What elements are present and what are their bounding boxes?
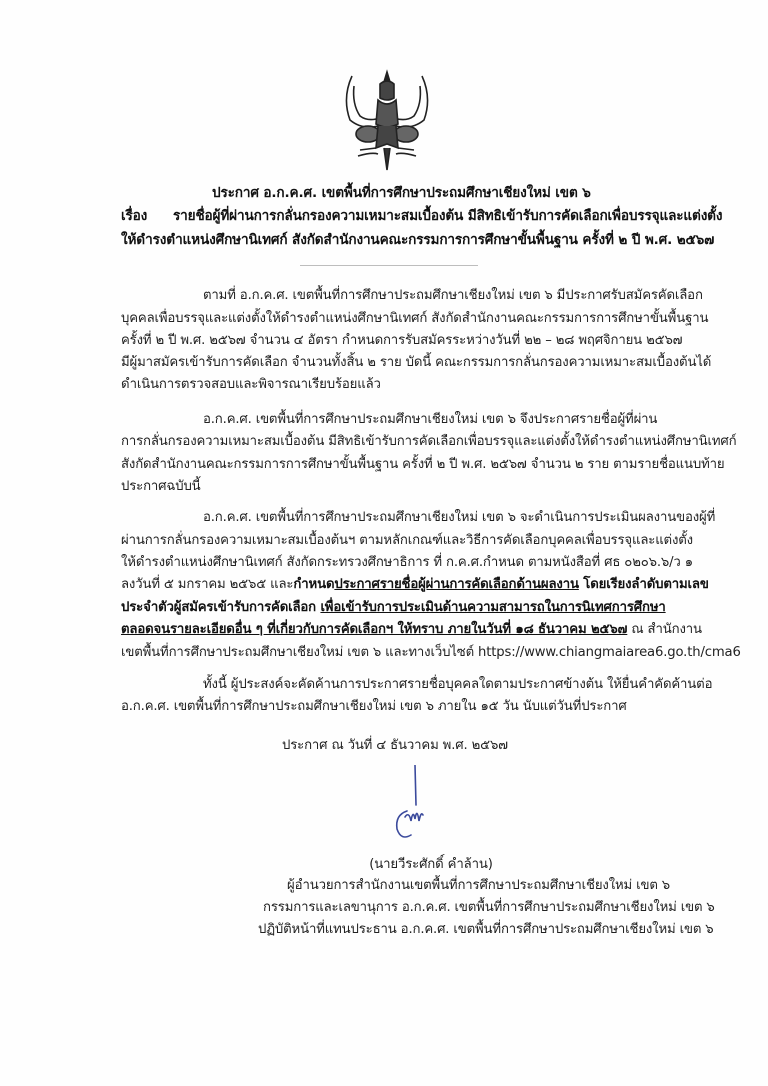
subject-line-1: รายชื่อผู้ที่ผ่านการกลั่นกรองความเหมาะสมเบื้องต้น มีสิทธิเข้ารับการคัดเลือกเพื่อบรรจุและแต่งตั้ง (173, 208, 723, 224)
signature-icon (385, 765, 445, 845)
paragraph1-line5: ดำเนินการตรวจสอบและพิจารณาเรียบร้อยแล้ว (121, 377, 381, 392)
signatory-title-2: กรรมการและเลขานุการ อ.ก.ค.ศ. เขตพื้นที่การศึกษาประถมศึกษาเชียงใหม่ เขต ๖ (263, 900, 715, 915)
announcement-title: ประกาศ อ.ก.ค.ศ. เขตพื้นที่การศึกษาประถมศึกษาเชียงใหม่ เขต ๖ (212, 185, 591, 201)
p3-line6-plain: ณ สำนักงาน (627, 622, 702, 637)
paragraph3-line6 (121, 620, 702, 640)
paragraph1-line1: ตามที่ อ.ก.ค.ศ. เขตพื้นที่การศึกษาประถมศึกษาเชียงใหม่ เขต ๖ มีประกาศรับสมัครคัดเลือก (203, 288, 703, 303)
paragraph3-line7 (121, 643, 741, 663)
p3-line7-plain: เขตพื้นที่การศึกษาประถมศึกษาเชียงใหม่ เขต ๖ และทางเว็บไซต์ (121, 645, 479, 660)
paragraph2-line1: อ.ก.ค.ศ. เขตพื้นที่การศึกษาประถมศึกษาเชียงใหม่ เขต ๖ จึงประกาศรายชื่อผู้ที่ผ่าน (203, 412, 658, 427)
paragraph3-line4 (121, 575, 709, 595)
paragraph2-line3: สังกัดสำนักงานคณะกรรมการการศึกษาขั้นพื้นฐาน ครั้งที่ ๒ ปี พ.ศ. ๒๕๖๗ จำนวน ๒ ราย ตามรายชื่อแนบท้าย (121, 457, 725, 472)
p3-line5-underlined: เพื่อเข้ารับการประเมินด้านความสามารถในการนิเทศการศึกษา (320, 600, 666, 615)
p3-line5-bold: ประจำตัวผู้สมัครเข้ารับการคัดเลือก (121, 600, 321, 615)
paragraph3-line1: อ.ก.ค.ศ. เขตพื้นที่การศึกษาประถมศึกษาเชียงใหม่ เขต ๖ จะดำเนินการประเมินผลงานของผู้ที่ (203, 510, 716, 525)
announcement-date: ประกาศ ณ วันที่ ๔ ธันวาคม พ.ศ. ๒๕๖๗ (282, 738, 508, 753)
paragraph4-line2: อ.ก.ค.ศ. เขตพื้นที่การศึกษาประถมศึกษาเชียงใหม่ เขต ๖ ภายใน ๑๕ วัน นับแต่วันที่ประกาศ (121, 699, 627, 714)
garuda-emblem-icon (338, 68, 436, 176)
p3-line4-bold-rest: โดยเรียงลำดับตามเลข (578, 577, 709, 592)
paragraph2-line4: ประกาศฉบับนี้ (121, 479, 201, 494)
p3-line4-plain: ลงวันที่ ๕ มกราคม ๒๕๖๕ และ (121, 577, 294, 592)
subject-line-2: ให้ดำรงตำแหน่งศึกษานิเทศก์ สังกัดสำนักงานคณะกรรมการการศึกษาขั้นพื้นฐาน ครั้งที่ ๒ ปี พ.ศ. ๒๕๖๗ (121, 232, 715, 248)
paragraph3-line5 (121, 598, 666, 618)
heading-divider (300, 265, 478, 266)
p3-line4-underlined: ประกาศรายชื่อผู้ผ่านการคัดเลือกด้านผลงาน (334, 577, 579, 592)
p3-line4-bold: กำหนด (293, 577, 335, 592)
paragraph3-line2: ผ่านการกลั่นกรองความเหมาะสมเบื้องต้นฯ ตามหลักเกณฑ์และวิธีการคัดเลือกบุคคลเพื่อบรรจุและแต่งตั้ง (121, 533, 693, 548)
paragraph1-line2: บุคคลเพื่อบรรจุและแต่งตั้งให้ดำรงตำแหน่งศึกษานิเทศก์ สังกัดสำนักงานคณะกรรมการการศึกษาขั้นพื้นฐาน (121, 311, 709, 326)
paragraph1-line3: ครั้งที่ ๒ ปี พ.ศ. ๒๕๖๗ จำนวน ๔ อัตรา กำหนดการรับสมัครระหว่างวันที่ ๒๒ – ๒๘ พฤศจิกายน ๒๕๖๗ (121, 333, 683, 348)
website-link[interactable]: https://www.chiangmaiarea6.go.th/cma6 (478, 645, 741, 660)
subject-label: เรื่อง (121, 208, 148, 224)
paragraph3-line3: ให้ดำรงตำแหน่งศึกษานิเทศก์ สังกัดกระทรวงศึกษาธิการ ที่ ก.ค.ศ.กำหนด ตามหนังสือที่ ศธ ๐๒๐๖.๖/ว ๑ (121, 555, 693, 570)
p3-line6-underlined: ตลอดจนรายละเอียดอื่น ๆ ที่เกี่ยวกับการคัดเลือกฯ ให้ทราบ ภายในวันที่ ๑๘ ธันวาคม ๒๕๖๗ (121, 622, 628, 637)
signatory-title-3: ปฏิบัติหน้าที่แทนประธาน อ.ก.ค.ศ. เขตพื้นที่การศึกษาประถมศึกษาเชียงใหม่ เขต ๖ (258, 922, 714, 937)
paragraph1-line4: มีผู้มาสมัครเข้ารับการคัดเลือก จำนวนทั้งสิ้น ๒ ราย บัดนี้ คณะกรรมการกลั่นกรองความเหมาะสมเบื้องต้นได้ (121, 355, 712, 370)
signatory-name: (นายวีระศักดิ์ คำล้าน) (369, 857, 493, 872)
signatory-title-1: ผู้อำนวยการสำนักงานเขตพื้นที่การศึกษาประถมศึกษาเชียงใหม่ เขต ๖ (287, 878, 671, 893)
paragraph4-line1: ทั้งนี้ ผู้ประสงค์จะคัดค้านการประกาศรายชื่อบุคคลใดตามประกาศข้างต้น ให้ยื่นคำคัดค้านต่อ (203, 677, 713, 692)
paragraph2-line2: การกลั่นกรองความเหมาะสมเบื้องต้น มีสิทธิเข้ารับการคัดเลือกเพื่อบรรจุและแต่งตั้งให้ดำรงตำแหน่งศึกษานิเทศก์ (121, 434, 737, 449)
